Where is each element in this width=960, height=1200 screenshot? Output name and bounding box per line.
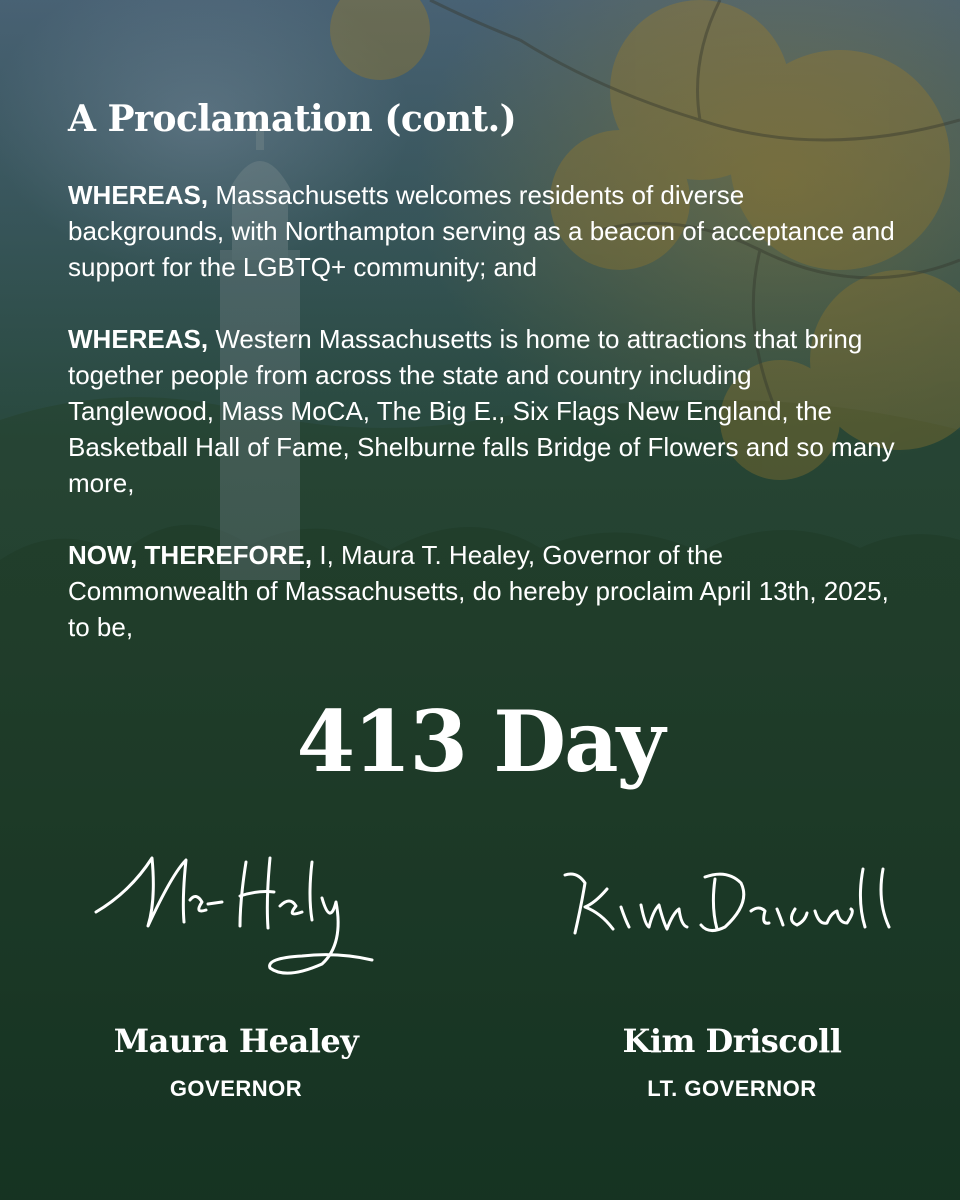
governor-name: Maura Healey bbox=[113, 1022, 359, 1060]
paragraph-lead: NOW, THEREFORE, bbox=[68, 540, 313, 570]
paragraph-body: Western Massachusetts is home to attractions that bring together people from across the state and country including Tanglewood, Mass MoCA, The Big E., Six Flags New England, the Basketball Hall of Fame, Shelburne falls Bridge of Flowers and so many more, bbox=[68, 324, 895, 498]
paragraph-body: I, Maura T. Healey, Governor of the Commonwealth of Massachusetts, do hereby proclaim April 13th, 2025, to be, bbox=[68, 540, 889, 642]
paragraph-lead: WHEREAS, bbox=[68, 324, 209, 354]
page-title: A Proclamation (cont.) bbox=[68, 98, 517, 140]
lt-governor-name: Kim Driscoll bbox=[622, 1022, 842, 1060]
governor-role: GOVERNOR bbox=[169, 1076, 303, 1101]
lt-governor-signature bbox=[555, 855, 915, 955]
lt-governor-role: LT. GOVERNOR bbox=[647, 1076, 817, 1101]
therefore-paragraph bbox=[68, 537, 898, 645]
paragraph-lead: WHEREAS, bbox=[68, 180, 209, 210]
proclaimed-day-title: 413 Day bbox=[296, 692, 664, 791]
governor-signature bbox=[90, 840, 390, 990]
whereas-paragraph-1 bbox=[68, 177, 898, 285]
paragraph-body: Massachusetts welcomes residents of diverse backgrounds, with Northampton serving as a beacon of acceptance and support for the LGBTQ+ community; and bbox=[68, 180, 895, 282]
whereas-paragraph-2 bbox=[68, 321, 898, 501]
